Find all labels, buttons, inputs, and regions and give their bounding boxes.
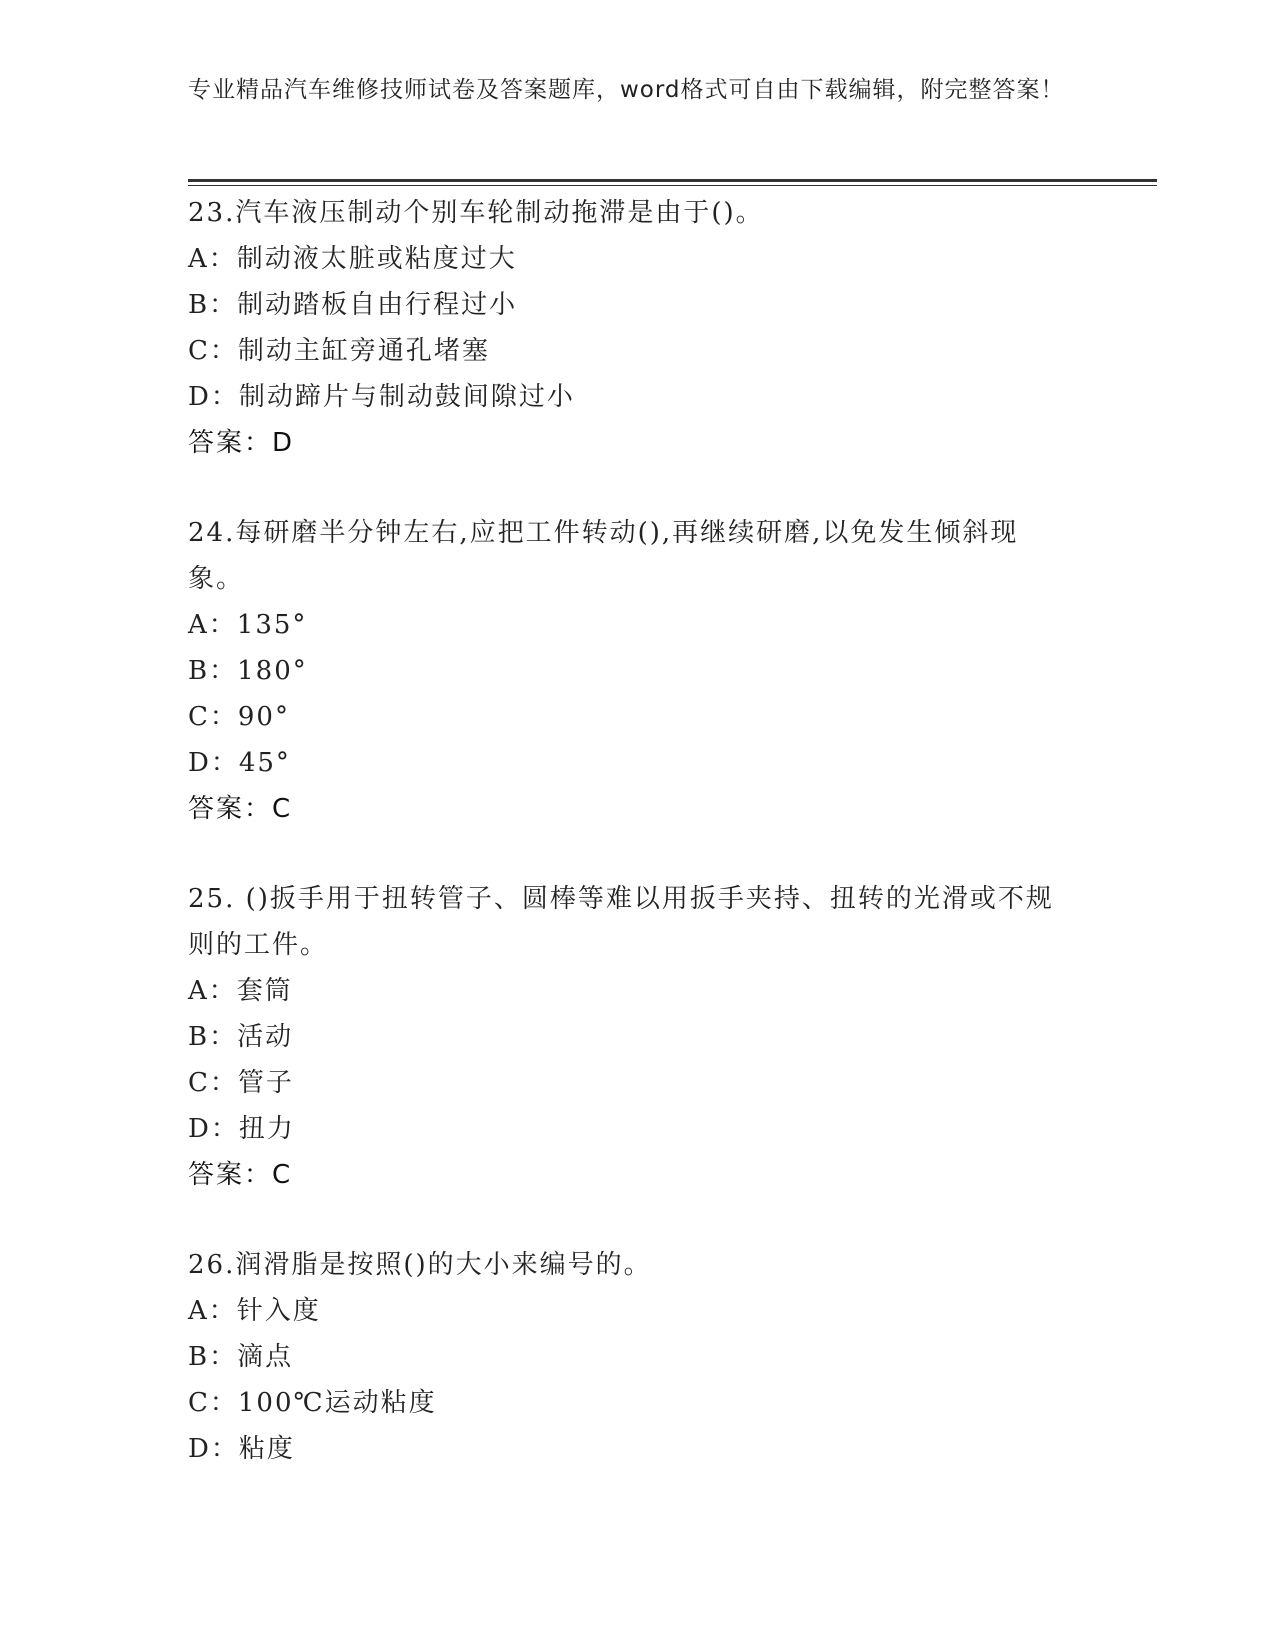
option-d: D：45° xyxy=(188,748,291,778)
question-stem: 23.汽车液压制动个别车轮制动拖滞是由于()。 xyxy=(188,198,764,228)
question-23 xyxy=(188,190,1088,466)
option-a: A：制动液太脏或粘度过大 xyxy=(188,244,517,274)
option-a: A：135° xyxy=(188,610,308,640)
header-rule-thick xyxy=(188,179,1157,182)
answer-label: 答案：C xyxy=(188,794,293,824)
question-24 xyxy=(188,510,1088,832)
answer-label: 答案：C xyxy=(188,1160,293,1190)
question-26 xyxy=(188,1242,1088,1472)
option-d: D：制动蹄片与制动鼓间隙过小 xyxy=(188,382,575,412)
option-b: B：活动 xyxy=(188,1022,294,1052)
option-a: A：针入度 xyxy=(188,1296,321,1326)
option-a: A：套筒 xyxy=(188,976,293,1006)
question-stem: 26.润滑脂是按照()的大小来编号的。 xyxy=(188,1250,652,1280)
question-list xyxy=(188,190,1088,1516)
question-stem: 24.每研磨半分钟左右,应把工件转动(),再继续研磨,以免发生倾斜现象。 xyxy=(188,518,1019,594)
option-c: C：管子 xyxy=(188,1068,294,1098)
document-header: 专业精品汽车维修技师试卷及答案题库，word格式可自由下载编辑，附完整答案！ xyxy=(188,77,1065,103)
option-b: B：制动踏板自由行程过小 xyxy=(188,290,518,320)
option-c: C：90° xyxy=(188,702,290,732)
option-b: B：180° xyxy=(188,656,308,686)
option-d: D：扭力 xyxy=(188,1114,295,1144)
option-c: C：制动主缸旁通孔堵塞 xyxy=(188,336,490,366)
option-c: C：100℃运动粘度 xyxy=(188,1388,437,1418)
answer-label: 答案：D xyxy=(188,428,295,458)
header-rule-thin xyxy=(188,185,1157,186)
option-d: D：粘度 xyxy=(188,1434,295,1464)
option-b: B：滴点 xyxy=(188,1342,294,1372)
question-stem: 25. ()扳手用于扭转管子、圆棒等难以用扳手夹持、扭转的光滑或不规则的工件。 xyxy=(188,884,1054,960)
question-25 xyxy=(188,876,1088,1198)
